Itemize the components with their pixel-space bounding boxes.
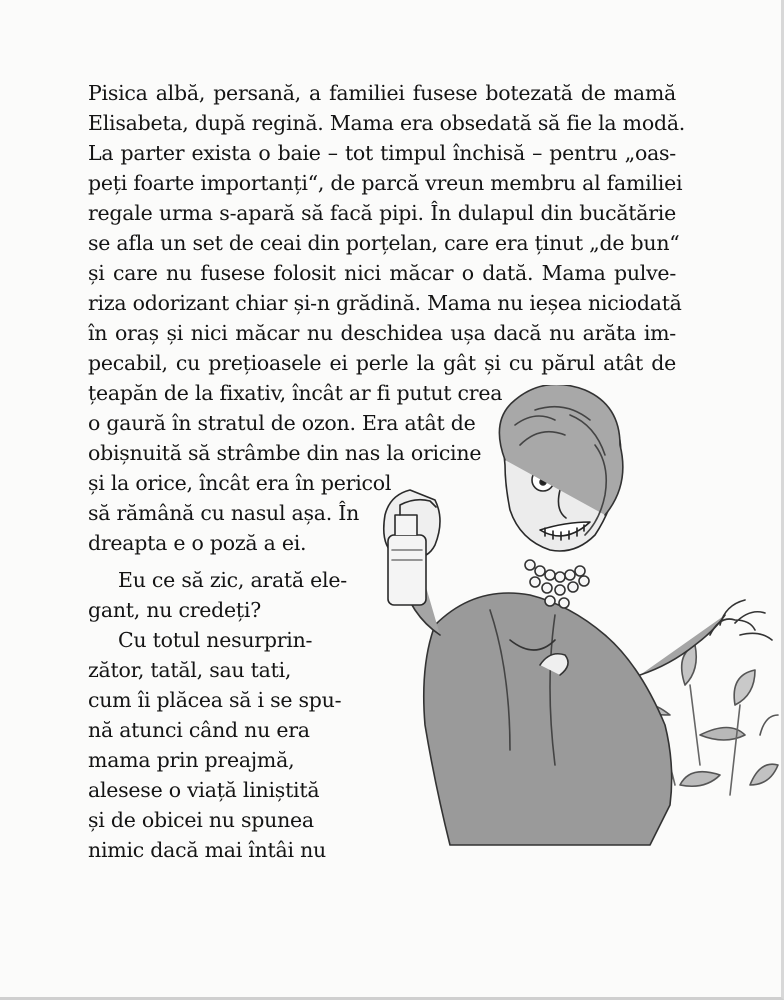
text-line: țeapăn de la fixativ, încât ar fi putut crea bbox=[88, 381, 503, 405]
text-line: și de obicei nu spunea bbox=[88, 808, 314, 832]
text-line: alesese o viață liniștită bbox=[88, 778, 320, 802]
text-line: o gaură în stratul de ozon. Era atât de bbox=[88, 411, 476, 435]
text-line: mama prin preajmă, bbox=[88, 748, 295, 772]
text-line: obișnuită să strâmbe din nas la oricine bbox=[88, 441, 482, 465]
text-line: riza odorizant chiar și-n grădină. Mama nu ieșea niciodată bbox=[88, 291, 682, 315]
jacket bbox=[424, 593, 672, 845]
text-line: La parter exista o baie – tot timpul închisă – pentru „oas- bbox=[88, 141, 676, 165]
text-line: regale urma s-apară să facă pipi. În dulapul din bucătărie bbox=[88, 201, 676, 225]
text-line: Elisabeta, după regină. Mama era obsedată să fie la modă. bbox=[88, 111, 686, 135]
text-line: în oraș și nici măcar nu deschidea ușa dacă nu arăta im- bbox=[88, 321, 676, 345]
text-line: Cu totul nesurprin- bbox=[118, 628, 313, 652]
text-line: nă atunci când nu era bbox=[88, 718, 310, 742]
text-line: se afla un set de ceai din porțelan, care era ținut „de bun“ bbox=[88, 231, 680, 255]
text-line: gant, nu credeți? bbox=[88, 598, 261, 622]
mother-illustration bbox=[340, 385, 780, 865]
text-line: și care nu fusese folosit nici măcar o dată. Mama pulve- bbox=[88, 261, 676, 285]
text-line: cum îi plăcea să i se spu- bbox=[88, 688, 342, 712]
text-line: să rămână cu nasul așa. În bbox=[88, 501, 360, 525]
text-line: Pisica albă, persană, a familiei fusese botezată de mamă bbox=[88, 81, 676, 105]
text-line: și la orice, încât era în pericol bbox=[88, 471, 392, 495]
text-line: peți foarte importanți“, de parcă vreun membru al familiei bbox=[88, 171, 683, 195]
text-line: nimic dacă mai întâi nu bbox=[88, 838, 326, 862]
text-line: Eu ce să zic, arată ele- bbox=[118, 568, 347, 592]
mother-illustration-drawing bbox=[340, 385, 780, 865]
text-line: zător, tatăl, sau tati, bbox=[88, 658, 292, 682]
text-line: pecabil, cu prețioasele ei perle la gât și cu părul atât de bbox=[88, 351, 676, 375]
text-line: dreapta e o poză a ei. bbox=[88, 531, 307, 555]
